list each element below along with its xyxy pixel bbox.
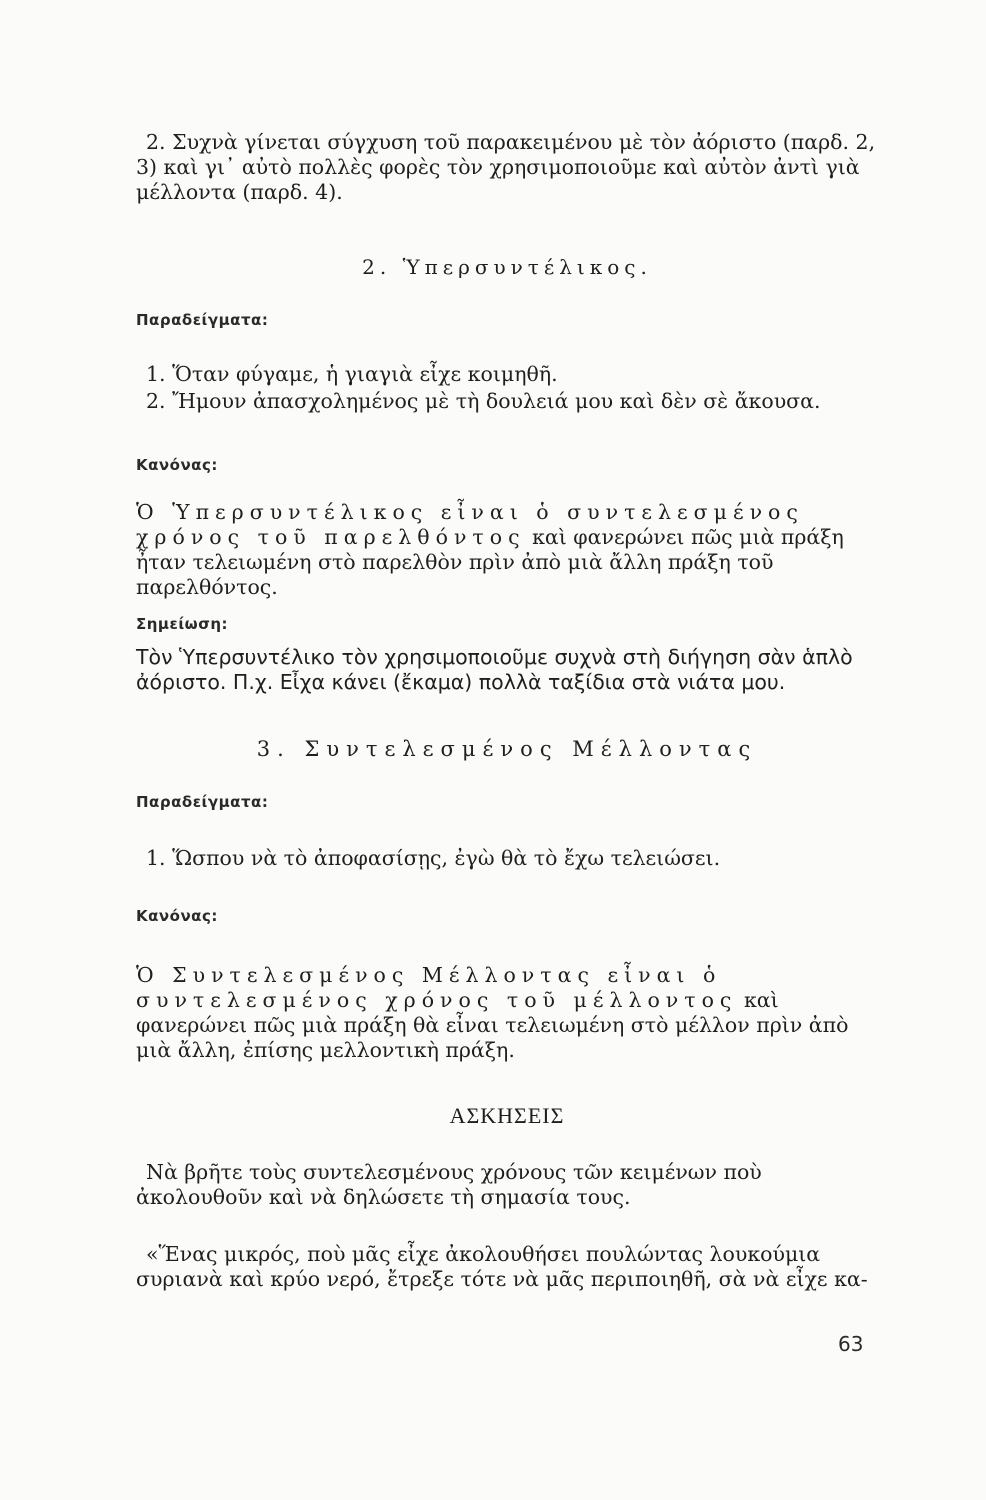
rule-text: καὶ φανερώνει πῶς μιὰ πράξη ἦταν τελειωμένη στὸ παρελθὸν πρὶν ἀπὸ μιὰ ἄλλη πράξη τοῦ παρελθόντος. bbox=[136, 525, 844, 599]
example-item: 1. Ὅταν φύγαμε, ἡ γιαγιὰ εἶχε κοιμηθῆ. bbox=[146, 362, 558, 386]
rule-text: καὶ φανερώνει πῶς μιὰ πράξη θὰ εἶναι τελειωμένη στὸ μέλλον πρὶν ἀπὸ μιὰ ἄλλη, ἐπίσης μελλοντικὴ πράξη. bbox=[136, 988, 849, 1062]
section-title-future-perfect: 3. Συντελεσμένος Μέλλοντας bbox=[256, 737, 758, 761]
section-title-pluperfect: 2. Ὑπερσυντέλικος. bbox=[362, 255, 652, 279]
note-label: Σημείωση: bbox=[136, 615, 229, 633]
rule-term: Ὁ Συντελεσμένος Μέλλοντας εἶναι ὁ συντελεσμένος χρόνος τοῦ μέλλοντος bbox=[136, 963, 738, 1012]
example-item: 1. Ὥσπου νὰ τὸ ἀποφασίσῃς, ἐγὼ θὰ τὸ ἔχω τελειώσει. bbox=[146, 846, 721, 870]
note-text: Τὸν Ὑπερσυντέλικο τὸν χρησιμοποιοῦμε συχνὰ στὴ διήγηση σὰν ἁπλὸ ἀόριστο. Π.χ. Εἶχα κάνει (ἔκαμα) πολλὰ ταξίδια στὰ νιάτα μου. bbox=[136, 645, 853, 694]
rule-label: Κανόνας: bbox=[136, 907, 218, 925]
exercises-instruction: Νὰ βρῆτε τοὺς συντελεσμένους χρόνους τῶν κειμένων ποὺ ἀκολουθοῦν καὶ νὰ δηλώσετε τὴ σημασία τους. bbox=[136, 1160, 762, 1209]
rule-paragraph bbox=[136, 500, 878, 600]
rule-paragraph bbox=[136, 963, 878, 1063]
intro-paragraph: 2. Συχνὰ γίνεται σύγχυση τοῦ παρακειμένου μὲ τὸν ἀόριστο (παρδ. 2, 3) καὶ γι᾿ αὐτὸ πολλὲς φορὲς τὸν χρησιμοποιοῦμε καὶ αὐτὸν ἀντὶ γιὰ μέλλοντα (παρδ. 4). bbox=[136, 130, 876, 204]
rule-term: Ὁ Ὑπερσυντέλικος εἶναι ὁ συντελεσμένος χρόνος τοῦ παρελθόντος bbox=[136, 500, 804, 549]
exercises-quote: «Ἕνας μικρός, ποὺ μᾶς εἶχε ἀκολουθήσει πουλώντας λουκούμια συριανὰ καὶ κρύο νερό, ἔτρεξε τότε νὰ μᾶς περιποιηθῆ, σὰ νὰ εἶχε κα- bbox=[136, 1242, 868, 1291]
page-number: 63 bbox=[838, 1332, 864, 1356]
examples-label: Παραδείγματα: bbox=[136, 793, 269, 811]
exercises-heading: ΑΣΚΗΣΕΙΣ bbox=[449, 1103, 565, 1128]
examples-label: Παραδείγματα: bbox=[136, 311, 269, 329]
example-item: 2. Ἤμουν ἀπασχολημένος μὲ τὴ δουλειά μου καὶ δὲν σὲ ἄκουσα. bbox=[146, 389, 821, 413]
rule-label: Κανόνας: bbox=[136, 456, 218, 474]
